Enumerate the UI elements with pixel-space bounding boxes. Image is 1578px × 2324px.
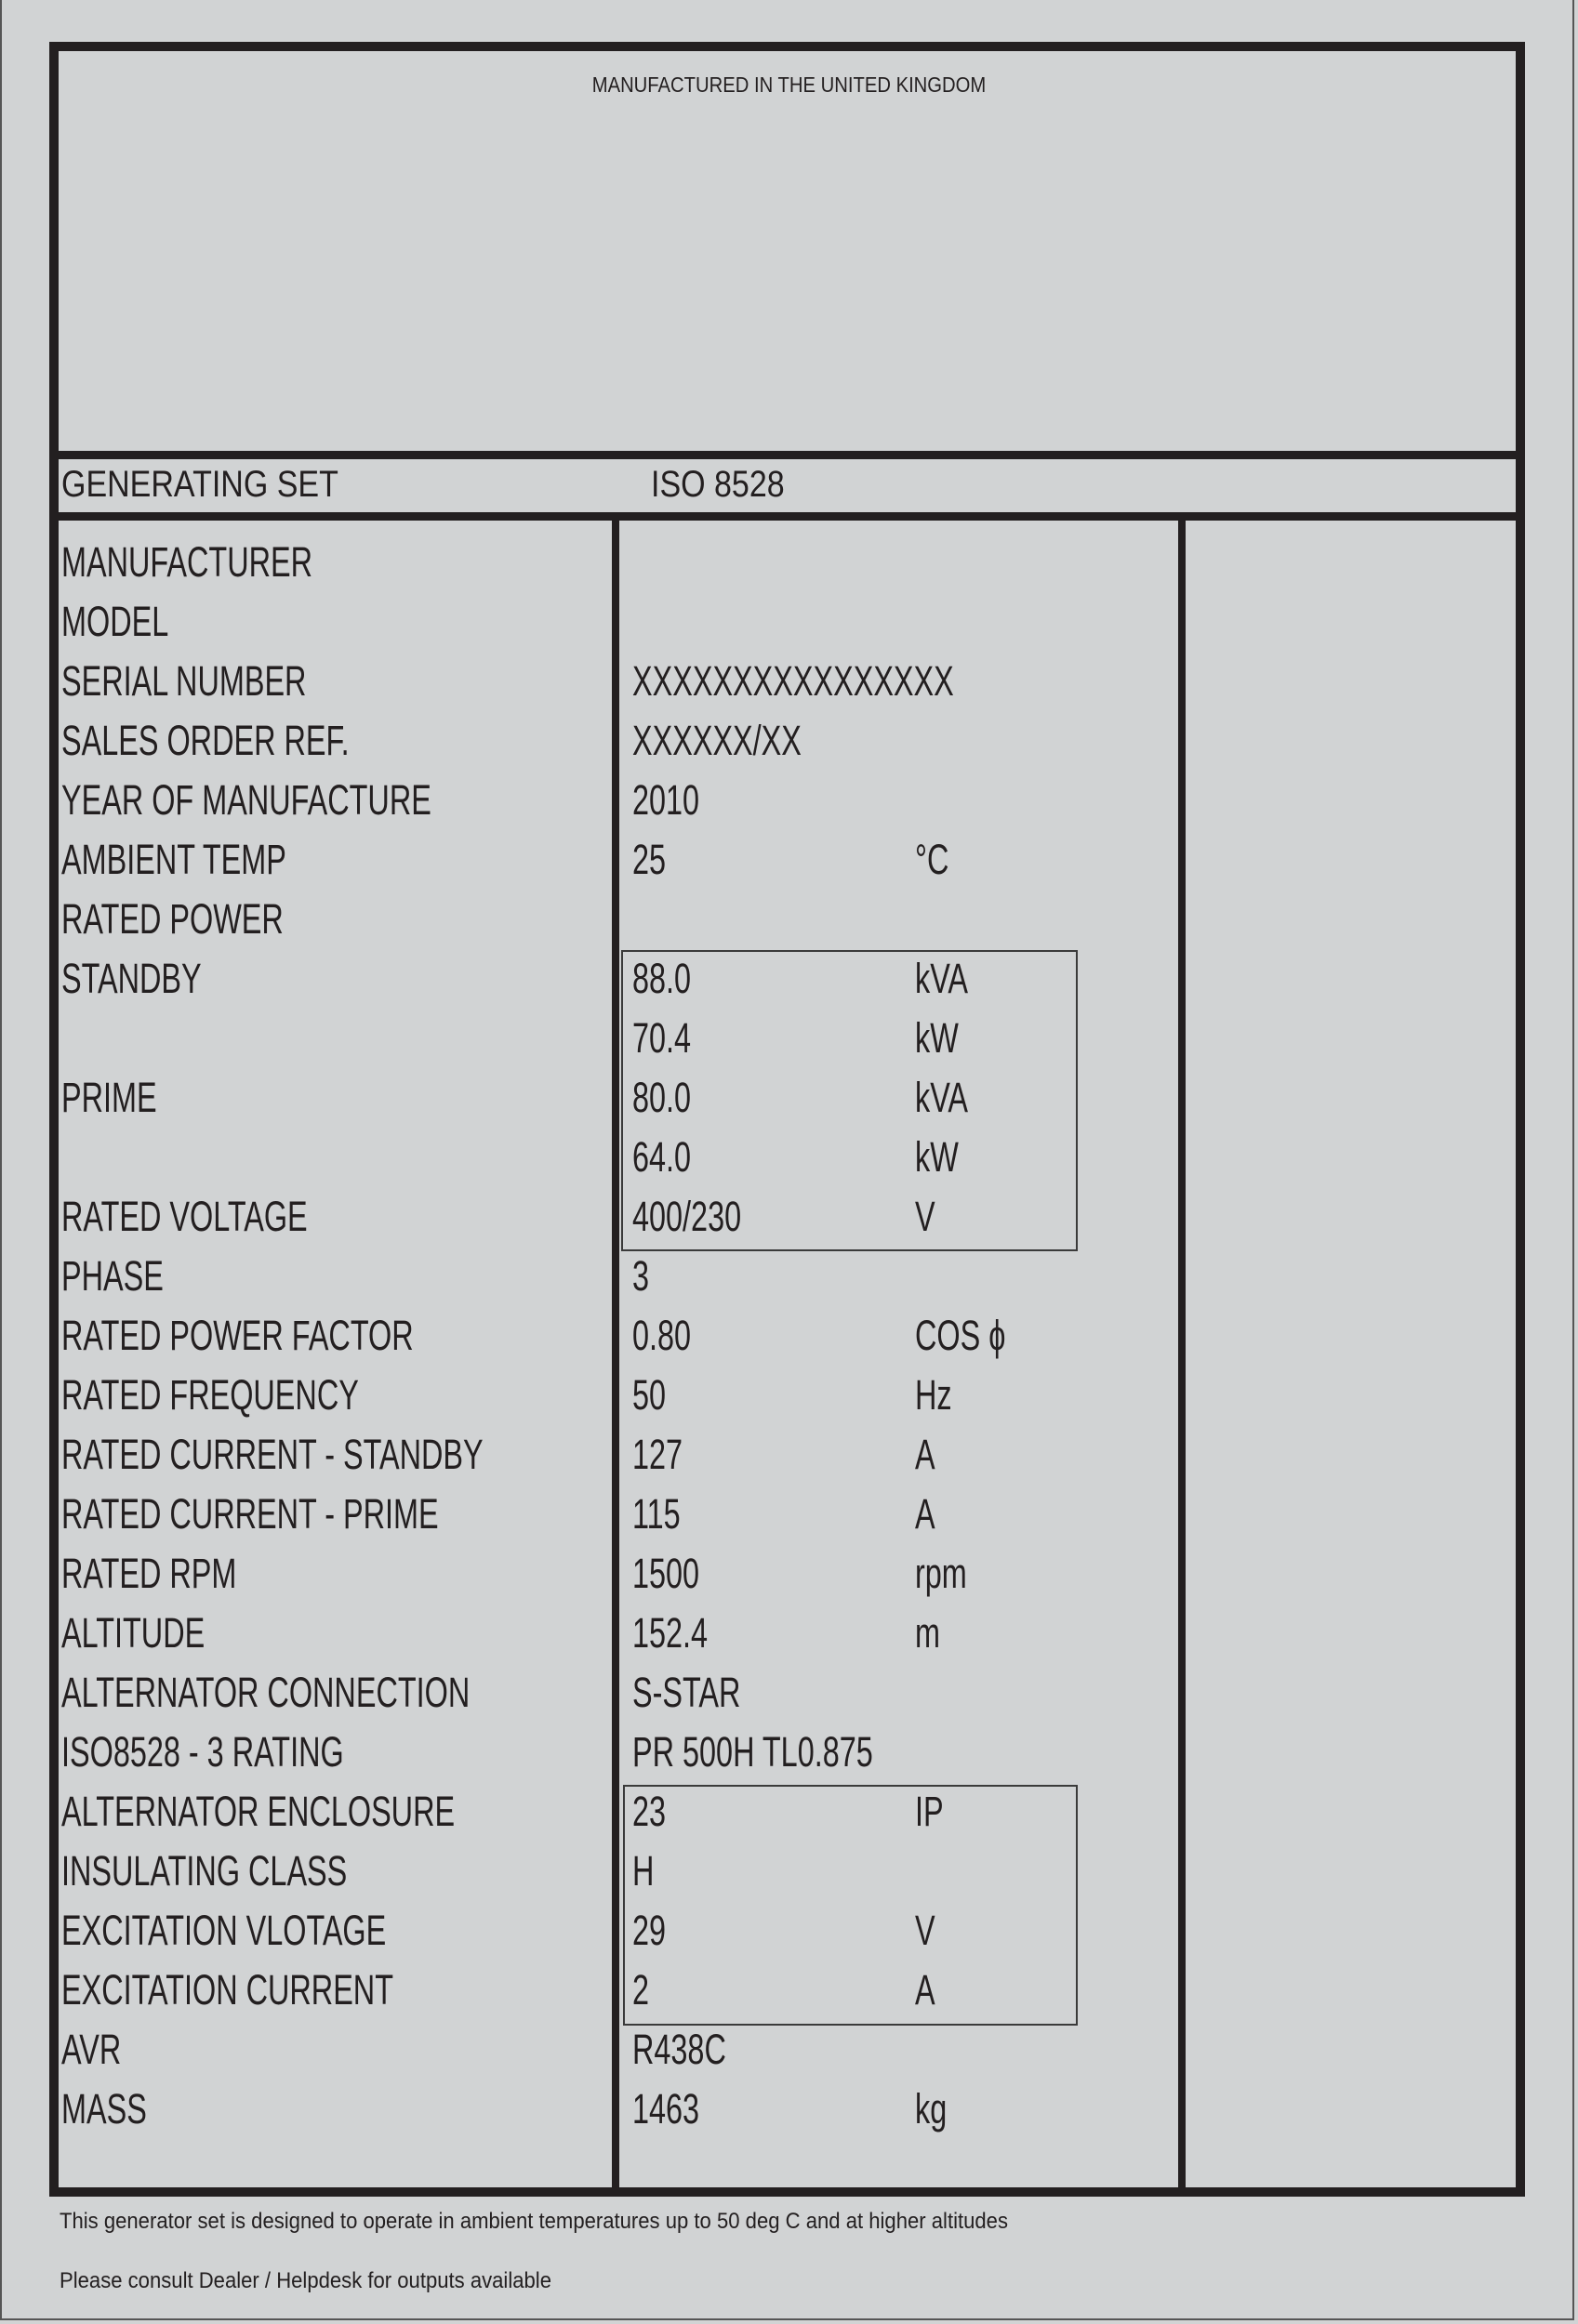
spec-value: 3 — [632, 1252, 650, 1300]
spec-unit: V — [915, 1193, 935, 1240]
spec-value: H — [632, 1847, 655, 1895]
spec-label: INSULATING CLASS — [61, 1847, 348, 1895]
spec-label: RATED FREQUENCY — [61, 1371, 359, 1419]
spec-unit: V — [915, 1907, 935, 1954]
spec-value: 2010 — [632, 776, 700, 824]
spec-value: 23 — [632, 1788, 667, 1835]
spec-value: 80.0 — [632, 1074, 692, 1121]
spec-unit: A — [915, 1431, 935, 1478]
spec-label: AVR — [61, 2026, 122, 2073]
plate-title: GENERATING SET — [61, 464, 338, 505]
spec-label: RATED CURRENT - PRIME — [61, 1490, 439, 1538]
spec-value: 29 — [632, 1907, 667, 1954]
spec-unit: kVA — [915, 1074, 969, 1121]
spec-value: 152.4 — [632, 1609, 709, 1657]
spec-label: RATED POWER — [61, 895, 284, 943]
spec-label: MANUFACTURER — [61, 538, 313, 586]
spec-unit: Hz — [915, 1371, 952, 1419]
spec-unit: A — [915, 1966, 935, 2014]
spec-row — [0, 2080, 1578, 2139]
spec-value: 50 — [632, 1371, 667, 1419]
spec-label: YEAR OF MANUFACTURE — [61, 776, 431, 824]
spec-row — [0, 1009, 1578, 1068]
spec-unit: m — [915, 1609, 940, 1657]
spec-unit: °C — [915, 836, 949, 883]
spec-value: 70.4 — [632, 1014, 692, 1062]
spec-row — [0, 1663, 1578, 1723]
spec-value: 1463 — [632, 2085, 700, 2133]
spec-row — [0, 1961, 1578, 2020]
spec-value: PR 500H TL0.875 — [632, 1728, 873, 1776]
spec-row — [0, 1247, 1578, 1306]
spec-row — [0, 1306, 1578, 1366]
note-consult: Please consult Dealer / Helpdesk for outputs available — [60, 2268, 551, 2293]
spec-row — [0, 2020, 1578, 2080]
spec-row — [0, 1842, 1578, 1901]
spec-row — [0, 1901, 1578, 1961]
spec-label: RATED RPM — [61, 1550, 237, 1597]
spec-label: STANDBY — [61, 955, 202, 1002]
spec-label: MODEL — [61, 598, 169, 645]
spec-row — [0, 890, 1578, 949]
spec-value: 115 — [632, 1490, 681, 1538]
header-divider — [49, 451, 1525, 459]
spec-row — [0, 533, 1578, 592]
spec-value: 64.0 — [632, 1133, 692, 1181]
spec-label: RATED VOLTAGE — [61, 1193, 308, 1240]
spec-label: EXCITATION CURRENT — [61, 1966, 394, 2014]
spec-value: 25 — [632, 836, 667, 883]
origin-text: MANUFACTURED IN THE UNITED KINGDOM — [591, 73, 987, 97]
spec-label: MASS — [61, 2085, 147, 2133]
spec-row — [0, 1366, 1578, 1425]
spec-label: PHASE — [61, 1252, 164, 1300]
note-ambient: This generator set is designed to operate in ambient temperatures up to 50 deg C and at higher altitudes — [60, 2209, 1008, 2234]
spec-label: ALTERNATOR ENCLOSURE — [61, 1788, 456, 1835]
spec-row — [0, 1187, 1578, 1247]
spec-value: S-STAR — [632, 1669, 741, 1716]
spec-row — [0, 1782, 1578, 1842]
spec-row — [0, 1128, 1578, 1187]
spec-value: 0.80 — [632, 1312, 692, 1359]
table-divider — [49, 512, 1525, 521]
spec-row — [0, 1723, 1578, 1782]
spec-row — [0, 1604, 1578, 1663]
spec-row — [0, 711, 1578, 771]
plate-standard: ISO 8528 — [651, 464, 785, 505]
spec-label: RATED POWER FACTOR — [61, 1312, 414, 1359]
spec-value: XXXXXX/XX — [632, 717, 802, 764]
spec-row — [0, 949, 1578, 1009]
spec-unit: IP — [915, 1788, 944, 1835]
spec-label: ALTERNATOR CONNECTION — [61, 1669, 471, 1716]
spec-row — [0, 1068, 1578, 1128]
spec-value: 127 — [632, 1431, 683, 1478]
spec-label: SALES ORDER REF. — [61, 717, 350, 764]
spec-label: SERIAL NUMBER — [61, 657, 307, 705]
spec-value: R438C — [632, 2026, 726, 2073]
spec-row — [0, 1485, 1578, 1544]
spec-label: RATED CURRENT - STANDBY — [61, 1431, 484, 1478]
spec-row — [0, 830, 1578, 890]
spec-row — [0, 592, 1578, 652]
spec-row — [0, 652, 1578, 711]
spec-unit: A — [915, 1490, 935, 1538]
spec-value: 1500 — [632, 1550, 700, 1597]
spec-value: 88.0 — [632, 955, 692, 1002]
spec-label: AMBIENT TEMP — [61, 836, 286, 883]
spec-unit: kW — [915, 1133, 959, 1181]
spec-label: PRIME — [61, 1074, 157, 1121]
spec-unit: COS ϕ — [915, 1312, 1006, 1359]
spec-row — [0, 1425, 1578, 1485]
spec-label: EXCITATION VLOTAGE — [61, 1907, 387, 1954]
spec-unit: kVA — [915, 955, 969, 1002]
spec-row — [0, 771, 1578, 830]
spec-label: ALTITUDE — [61, 1609, 206, 1657]
spec-label: ISO8528 - 3 RATING — [61, 1728, 344, 1776]
spec-value: 2 — [632, 1966, 650, 2014]
spec-unit: rpm — [915, 1550, 967, 1597]
spec-row — [0, 1544, 1578, 1604]
spec-unit: kg — [915, 2085, 948, 2133]
spec-unit: kW — [915, 1014, 959, 1062]
spec-value: XXXXXXXXXXXXXXXX — [632, 657, 954, 705]
spec-value: 400/230 — [632, 1193, 742, 1240]
